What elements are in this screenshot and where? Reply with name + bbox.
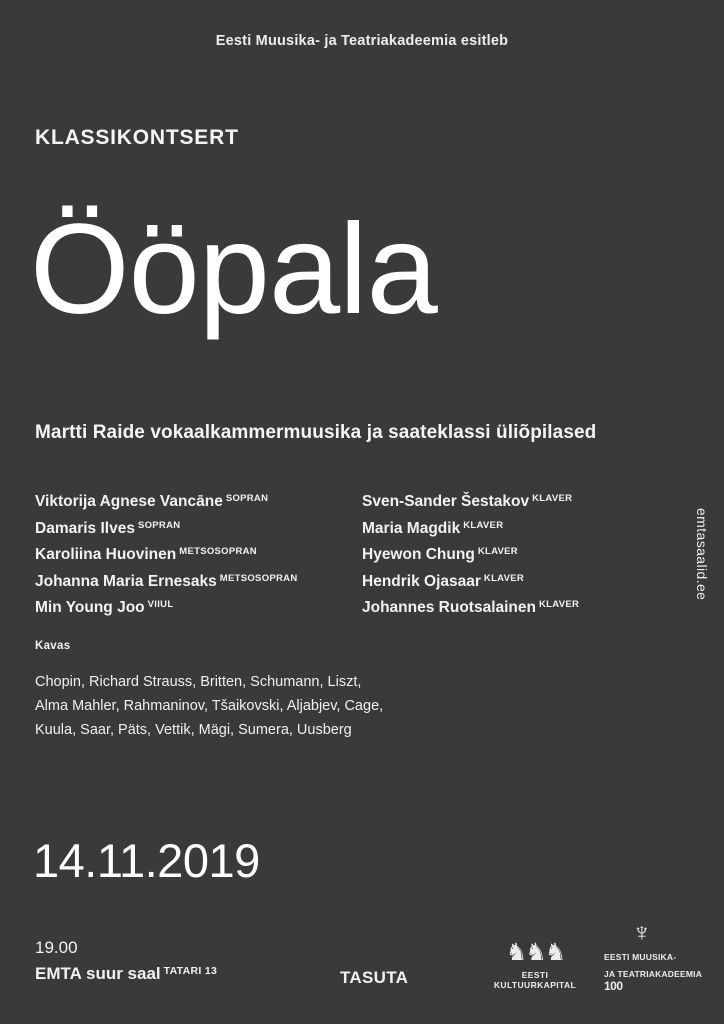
programme-list — [35, 670, 555, 742]
performer-role: KLAVER — [538, 599, 580, 610]
performer-name: Johannes Ruotsalainen — [362, 599, 536, 616]
emta-name-line1: EESTI MUUSIKA- — [604, 952, 677, 962]
performer-row — [35, 567, 328, 594]
performer-row — [362, 487, 655, 514]
performer-role: KLAVER — [477, 546, 518, 557]
performer-row — [35, 540, 328, 567]
subtitle: Martti Raide vokaalkammermuusika ja saateklassi üliõpilased — [35, 422, 597, 443]
page-title: Ööpala — [30, 198, 437, 341]
price-label: TASUTA — [340, 968, 409, 987]
event-venue — [35, 964, 217, 984]
performer-role: KLAVER — [483, 572, 525, 584]
performer-name: Johanna Maria Ernesaks — [35, 572, 217, 590]
performer-name: Hyewon Chung — [362, 546, 475, 563]
performer-row — [35, 514, 328, 541]
performer-row — [362, 567, 655, 594]
performer-role: VIIUL — [147, 599, 174, 610]
performer-row — [35, 593, 328, 620]
performer-name: Sven-Sander Šestakov — [362, 493, 530, 510]
programme-line: Kuula, Saar, Päts, Vettik, Mägi, Sumera, Uusberg — [35, 722, 352, 738]
performer-role: KLAVER — [532, 493, 573, 504]
emta-mark-icon: ♆ — [632, 917, 652, 947]
performer-name: Karoliina Huovinen — [35, 546, 177, 563]
kulka-figures-icon: ♞♞♞ — [505, 939, 565, 966]
performer-name: Maria Magdik — [362, 519, 461, 537]
presenter-line: Eesti Muusika- ja Teatriakadeemia esitleb — [215, 33, 509, 49]
venue-address: TATARI 13 — [163, 965, 218, 977]
performers-column-piano — [362, 487, 655, 620]
logo-eesti-kultuurkapital — [480, 938, 590, 990]
emta-name-line2: JA TEATRIAKADEEMIA — [604, 968, 703, 979]
event-date: 14.11.2019 — [33, 834, 260, 887]
performer-row — [362, 540, 655, 567]
performer-name: Hendrik Ojasaar — [362, 572, 481, 590]
performer-role: METSOSOPRAN — [179, 546, 257, 557]
performer-name: Min Young Joo — [35, 599, 145, 616]
performer-role: SOPRAN — [225, 493, 269, 504]
performer-role: KLAVER — [463, 519, 504, 531]
performer-name: Viktorija Agnese Vancāne — [35, 493, 223, 510]
programme-line: Alma Mahler, Rahmaninov, Tšaikovski, Aljabjev, Cage, — [35, 698, 384, 714]
programme-line: Chopin, Richard Strauss, Britten, Schumann, Liszt, — [35, 674, 362, 690]
kulka-caption: EESTI KULTUURKAPITAL — [493, 970, 577, 990]
performer-row — [362, 593, 655, 620]
performers-list — [35, 487, 655, 620]
website-url[interactable]: emtasaalid.ee — [694, 508, 710, 601]
performer-name: Damaris Ilves — [35, 519, 135, 537]
performer-row — [35, 487, 328, 514]
performer-row — [362, 514, 655, 541]
emta-anniversary: 100 — [604, 979, 623, 993]
event-time: 19.00 — [35, 938, 78, 957]
programme-label: Kavas — [35, 640, 71, 652]
performers-column-vocal — [35, 487, 328, 620]
logo-emta — [604, 918, 708, 993]
genre-label: KLASSIKONTSERT — [35, 126, 239, 149]
performer-role: SOPRAN — [137, 519, 181, 531]
performer-role: METSOSOPRAN — [219, 572, 298, 584]
venue-name: EMTA suur saal — [35, 964, 161, 983]
